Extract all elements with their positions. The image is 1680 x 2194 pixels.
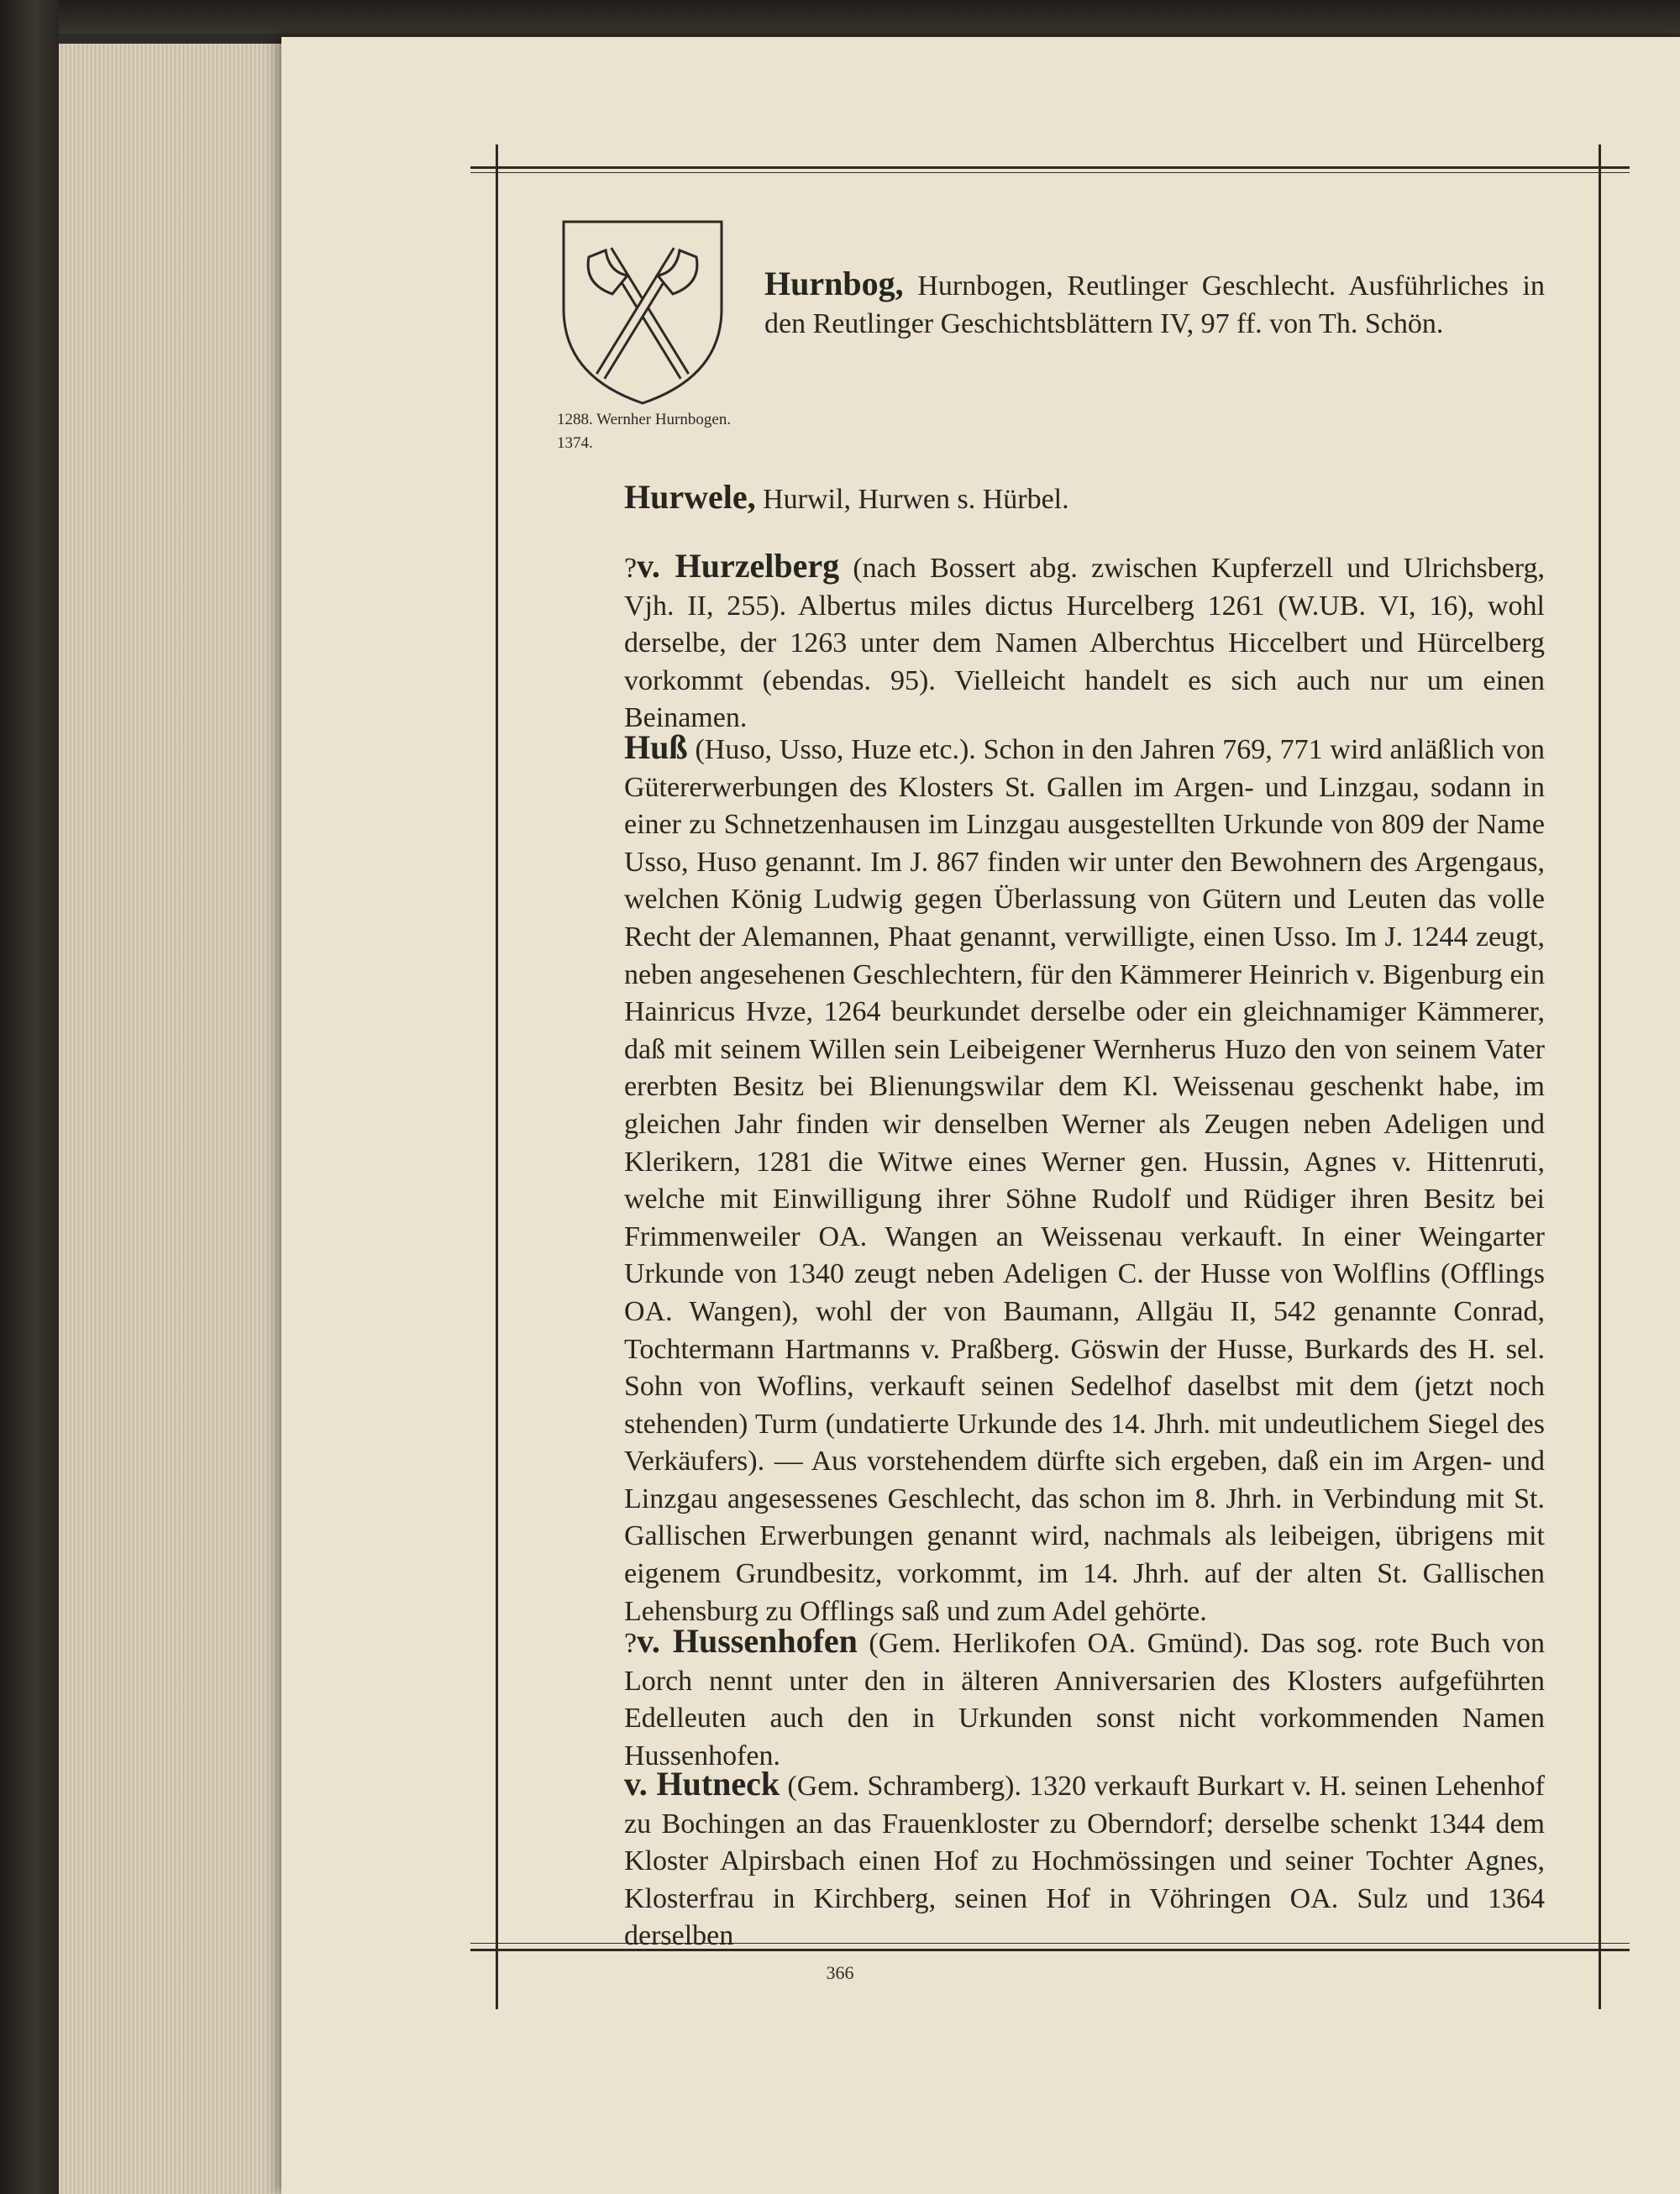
entry-hurzelberg xyxy=(624,549,1545,737)
entry-text: Hurwil, Hurwen s. Hürbel. xyxy=(763,484,1069,515)
entry-heading: Hurnbog, xyxy=(764,265,904,302)
frame-left-rule xyxy=(496,144,498,2009)
entry-prefix: ? xyxy=(624,1628,638,1659)
frame-top-rule xyxy=(470,166,1630,169)
frame-right-rule xyxy=(1599,144,1601,2009)
entry-heading: Huß xyxy=(624,728,688,766)
entry-heading: v. Hussenhofen xyxy=(637,1622,858,1660)
entry-hussenhofen xyxy=(624,1622,1545,1775)
entry-text: (Gem. Herlikofen OA. Gmünd). Das sog. rote Buch von Lorch nennt unter den in älteren Anniversarien des Klosters aufgeführten Edelleuten auch den in Urkunden sonst nicht vorkommenden Namen Hussenhofen. xyxy=(624,1628,1545,1771)
book-cover-spine xyxy=(0,0,59,2194)
entry-text: (Huso, Usso, Huze etc.). Schon in den Jahren 769, 771 wird anläßlich von Gütererwerbungen des Klosters St. Gallen im Argen- und Linzgau, sodann in einer zu Schnetzenhausen im Linzgau ausgestellten Urkunde von 809 der Name Usso, Huso genannt. Im J. 867 finden wir unter den Bewohnern des Argengaus, welchen König Ludwig gegen Überlassung von Gütern und Leuten das volle Recht der Alemannen, Phaat genannt, verwilligte, einen Usso. Im J. 1244 zeugt, neben angesehenen Geschlechtern, für den Kämmerer Heinrich v. Bigenburg ein Hainricus Hvze, 1264 beurkundet derselbe oder ein gleichnamiger Kämmerer, daß mit seinem Willen sein Leibeigener Wernherus Huzo den von seinem Vater ererbten Besitz bei Blienungswilar dem Kl. Weissenau geschenkt habe, im gleichen Jahr finden wir denselben Werner als Zeugen neben Adeligen und Klerikern, 1281 die Witwe eines Werner gen. Hussin, Agnes v. Hittenruti, welche mit Einwilligung ihrer Söhne Rudolf und Rüdiger ihren Besitz bei Frimmenweiler OA. Wangen an Weissenau verkauft. In einer Weingarter Urkunde von 1340 zeugt neben Adeligen C. der Husse von Wolflins (Offlings OA. Wangen), wohl der von Baumann, Allgäu II, 542 genannte Conrad, Tochtermann Hartmanns v. Praßberg. Göswin der Husse, Burkards des H. sel. Sohn von Woflins, verkauft seinen Sedelhof daselbst mit dem (jetzt noch stehenden) Turm (undatierte Urkunde des 14. Jhrh. mit undeutlichem Siegel des Verkäufers). — Aus vorstehendem dürfte sich ergeben, daß ein im Argen- und Linzgau angesessenes Geschlecht, das schon im 8. Jhrh. in Verbindung mit St. Gallischen Erwerbungen genannt wird, nachmals als leibeigen, übrigens mit eigenem Grundbesitz, vorkommt, im 14. Jhrh. auf der alten St. Gallischen Lehensburg zu Offlings saß und zum Adel gehörte. xyxy=(624,734,1546,1627)
page-edges xyxy=(59,44,311,2194)
entry-heading: Hurwele, xyxy=(624,478,756,516)
book-cover-top xyxy=(0,0,1680,34)
entry-text: Hurnbogen, Reutlinger Geschlecht. Ausführliches in den Reutlinger Geschichtsblättern IV, 97 ff. von Th. Schön. xyxy=(764,270,1545,339)
coat-of-arms-crossed-axes-icon xyxy=(559,217,727,408)
entry-text: (Gem. Schramberg). 1320 verkauft Burkart v. H. seinen Lehenhof zu Bochingen an das Frauenkloster zu Oberndorf; derselbe schenkt 1344 dem Kloster Alpirsbach einen Hof zu Hochmössingen und seiner Tochter Agnes, Klosterfrau in Kirchberg, seinen Hof in Vöhringen OA. Sulz und 1364 derselben xyxy=(624,1771,1545,1952)
coat-of-arms-caption: 1288. Wernher Hurnbogen. 1374. xyxy=(557,411,732,452)
page-number: 366 xyxy=(826,1962,854,1983)
entry-heading: v. Hurzelberg xyxy=(637,547,840,585)
entry-text: (nach Bossert abg. zwischen Kupferzell und Ulrichsberg, Vjh. II, 255). Albertus miles dictus Hurcelberg 1261 (W.UB. VI, 16), wohl derselbe, der 1263 unter dem Namen Alberchtus Hiccelbert und Hürcelberg vorkommt (ebendas. 95). Vielleicht handelt es sich auch nur um einen Beinamen. xyxy=(624,553,1546,734)
entry-hutneck xyxy=(624,1767,1545,1955)
entry-huss xyxy=(624,728,1546,1630)
frame-top-rule-inner xyxy=(470,172,1630,173)
entry-hurnbog xyxy=(764,267,1545,343)
entry-prefix: ? xyxy=(624,553,638,584)
entry-hurwele xyxy=(624,480,1545,519)
entry-heading: v. Hutneck xyxy=(624,1765,780,1803)
